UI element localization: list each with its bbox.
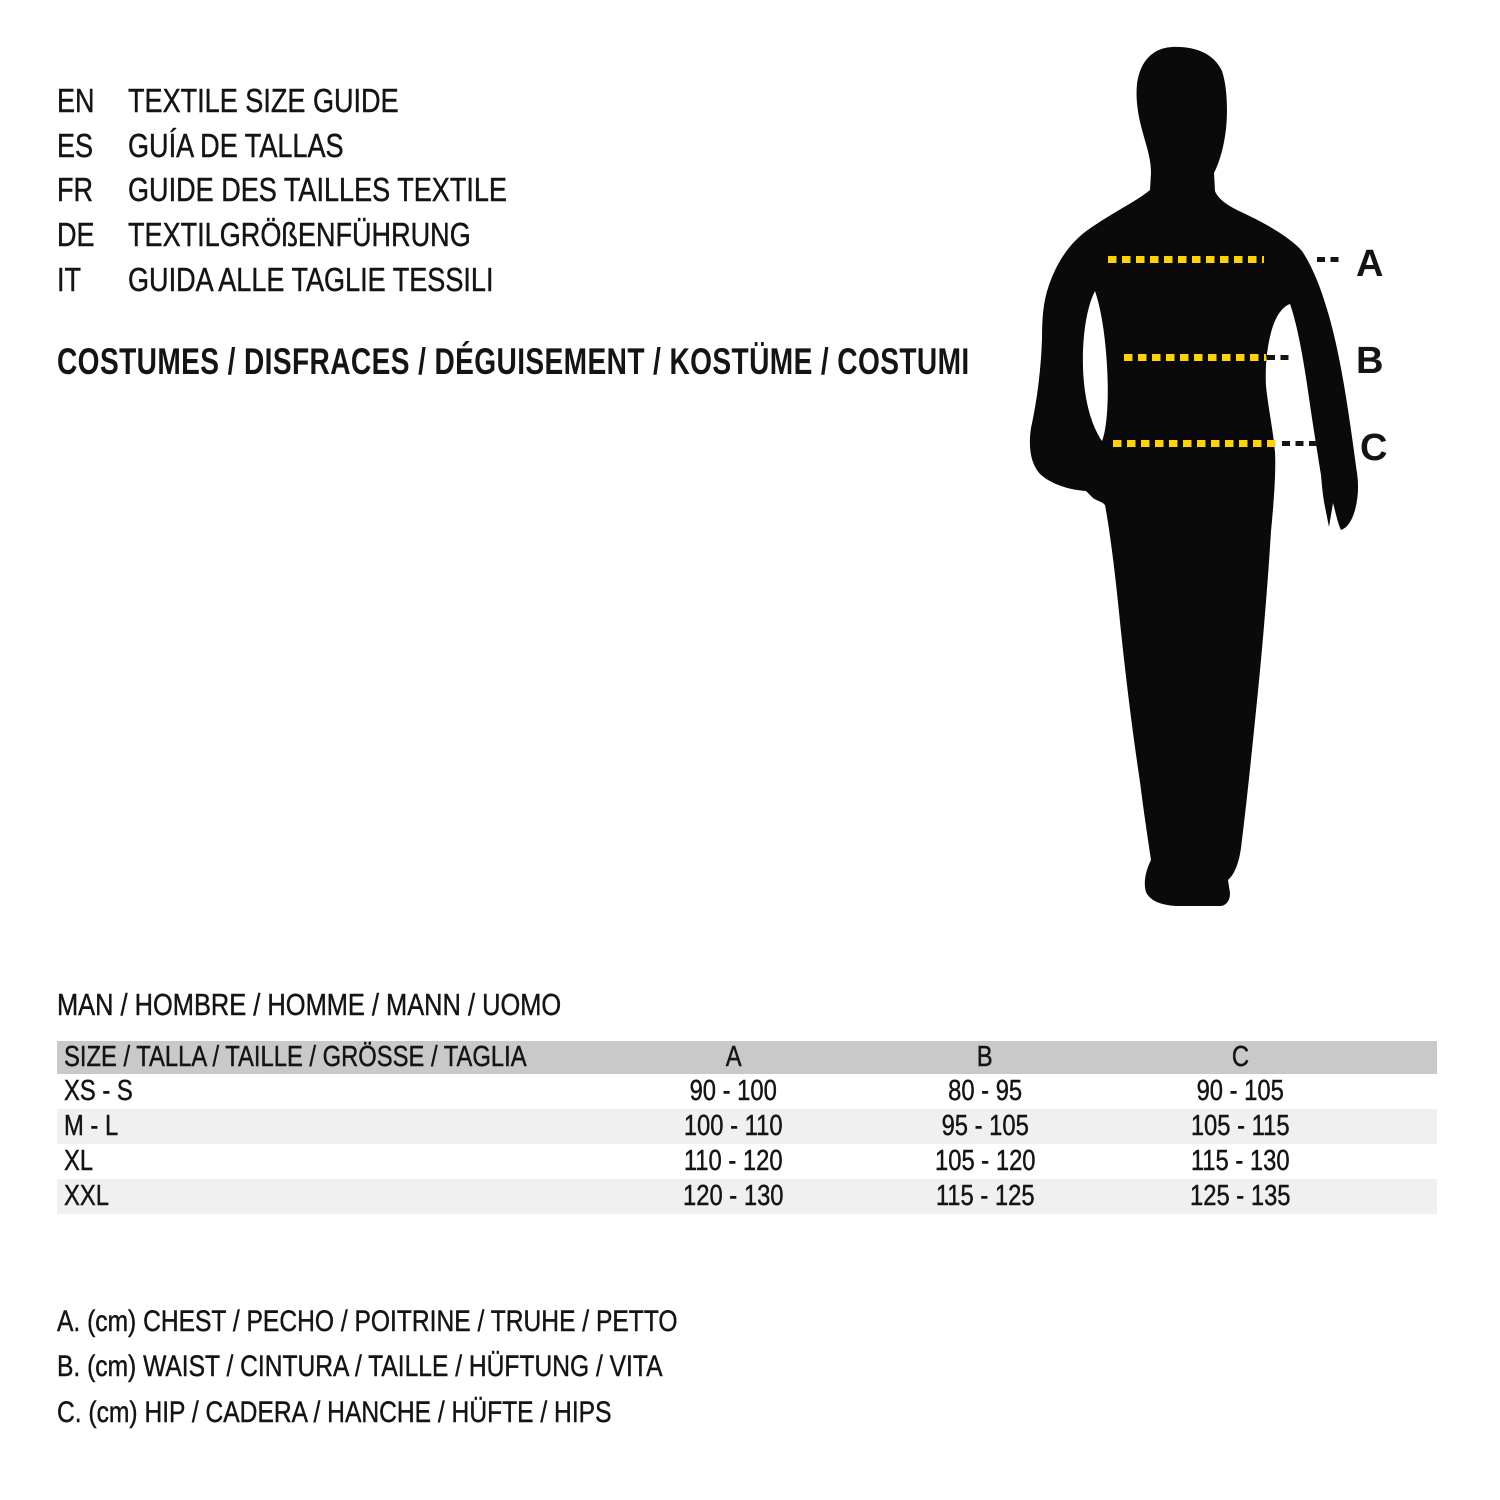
measure-label-chest: A [1356, 243, 1384, 285]
size-table [57, 1041, 1437, 1214]
language-title-en: TEXTILE SIZE GUIDE [128, 82, 399, 120]
header-column-c: C [1231, 1041, 1249, 1073]
waist-value: 80 - 95 [948, 1075, 1023, 1107]
table-row-xl [57, 1144, 1437, 1179]
man-silhouette-path [1030, 47, 1358, 906]
waist-value: 95 - 105 [941, 1110, 1029, 1142]
chest-value: 120 - 130 [682, 1180, 784, 1212]
chest-value: 90 - 100 [689, 1075, 777, 1107]
legend-waist-text: B. (cm) WAIST / CINTURA / TAILLE / HÜFTUNG / VITA [57, 1350, 663, 1384]
title-row-es [57, 124, 590, 169]
hip-measure-line-black [1282, 441, 1320, 446]
size-cell: M - L [64, 1110, 119, 1142]
size-cell: XL [64, 1145, 94, 1177]
title-row-en [57, 79, 590, 124]
language-title-de: TEXTILGRÖßENFÜHRUNG [128, 216, 471, 254]
title-row-it [57, 257, 590, 302]
waist-value: 115 - 125 [935, 1180, 1035, 1212]
legend-chest [57, 1299, 814, 1345]
waist-value: 105 - 120 [934, 1145, 1036, 1177]
hip-value: 125 - 135 [1190, 1180, 1291, 1212]
table-row-xxl [57, 1179, 1437, 1214]
waist-measure-line-yellow [1124, 354, 1266, 361]
measurement-legend [57, 1299, 814, 1436]
language-title-es: GUÍA DE TALLAS [128, 126, 344, 164]
measure-label-hip: C [1360, 427, 1388, 469]
chest-measure-line-yellow [1108, 256, 1264, 263]
chest-value: 100 - 110 [683, 1110, 783, 1142]
header-column-a: A [725, 1041, 742, 1073]
language-code-it: IT [57, 260, 82, 298]
title-row-de [57, 213, 590, 258]
table-row-m-l [57, 1109, 1437, 1144]
waist-measure-line-black [1267, 355, 1294, 360]
measure-label-waist: B [1356, 340, 1384, 382]
header-size-column: SIZE / TALLA / TAILLE / GRÖSSE / TAGLIA [64, 1041, 527, 1073]
legend-hip [57, 1390, 814, 1436]
language-title-it: GUIDA ALLE TAGLIE TESSILI [128, 260, 494, 298]
section-heading-man [57, 987, 672, 1023]
legend-waist [57, 1345, 814, 1391]
chest-measure-line-black [1317, 257, 1343, 262]
language-code-fr: FR [57, 171, 94, 209]
title-row-fr [57, 168, 590, 213]
title-language-list [57, 79, 590, 302]
chest-value: 110 - 120 [683, 1145, 783, 1177]
size-cell: XXL [64, 1180, 109, 1212]
category-title-text: COSTUMES / DISFRACES / DÉGUISEMENT / KOSTÜME / COSTUMI [57, 341, 970, 382]
header-column-b: B [977, 1041, 993, 1073]
hip-value: 115 - 130 [1190, 1145, 1290, 1177]
hip-measure-line-yellow [1113, 440, 1277, 447]
language-title-fr: GUIDE DES TAILLES TEXTILE [128, 171, 507, 209]
size-cell: XS - S [64, 1075, 133, 1107]
language-code-en: EN [57, 82, 95, 120]
table-row-xs-s [57, 1074, 1437, 1109]
man-silhouette [1020, 40, 1365, 915]
size-table-header [57, 1041, 1437, 1074]
legend-hip-text: C. (cm) HIP / CADERA / HANCHE / HÜFTE / HIPS [57, 1395, 612, 1429]
legend-chest-text: A. (cm) CHEST / PECHO / POITRINE / TRUHE / PETTO [57, 1304, 678, 1338]
hip-value: 90 - 105 [1196, 1075, 1284, 1107]
hip-value: 105 - 115 [1190, 1110, 1290, 1142]
section-heading-text: MAN / HOMBRE / HOMME / MANN / UOMO [57, 987, 562, 1022]
language-code-de: DE [57, 216, 95, 254]
language-code-es: ES [57, 126, 94, 164]
